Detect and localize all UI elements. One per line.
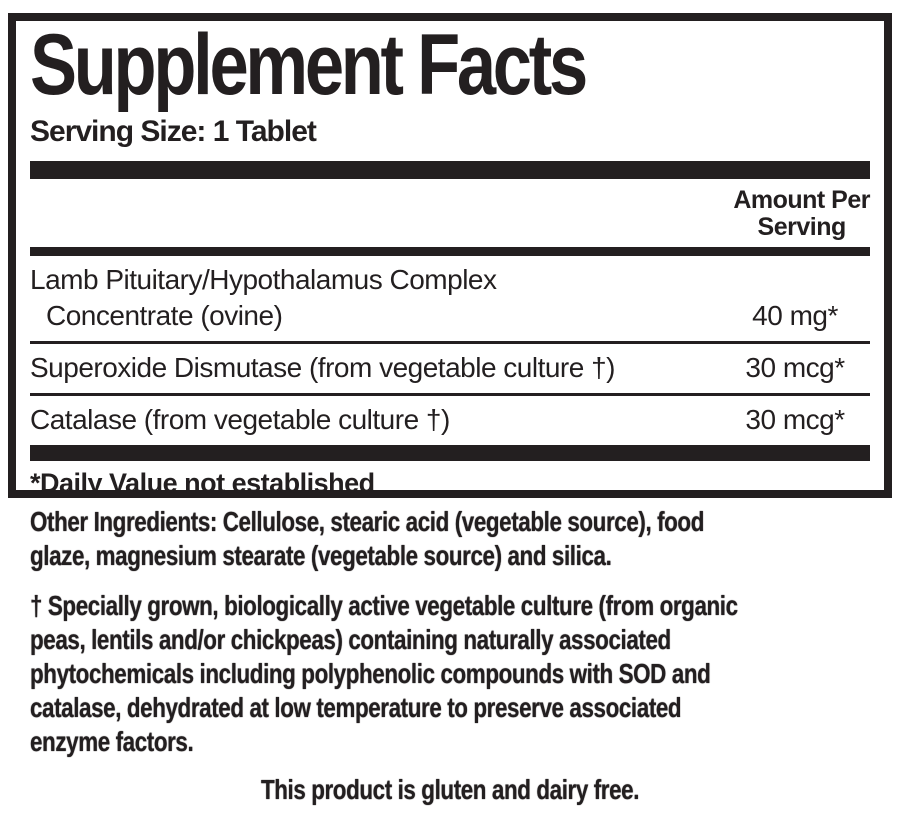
other-ingredients-paragraph: [30, 505, 870, 573]
ingredient-name: [30, 262, 720, 334]
fine-print-section: [30, 505, 870, 807]
other-ingredients-line: Other Ingredients: Cellulose, stearic acid (vegetable source), food: [30, 506, 704, 537]
serving-size: Serving Size: 1 Tablet: [30, 114, 316, 148]
dagger-note-line: catalase, dehydrated at low temperature to preserve associated: [30, 692, 682, 723]
amount-header-line1: Amount Per: [733, 185, 870, 214]
ingredient-name-line1: Lamb Pituitary/Hypothalamus Complex: [30, 263, 497, 295]
ingredient-amount: 30 mcg*: [745, 351, 845, 383]
dagger-note-line: † Specially grown, biologically active vegetable culture (from organic: [30, 590, 738, 621]
amount-header-line2: Serving: [757, 212, 846, 241]
dagger-note-paragraph: [30, 589, 870, 759]
ingredient-name-line1: Superoxide Dismutase (from vegetable culture †): [30, 351, 616, 383]
other-ingredients-line: glaze, magnesium stearate (vegetable source) and silica.: [30, 540, 612, 571]
ingredient-name-line1: Catalase (from vegetable culture †): [30, 403, 450, 435]
dagger-note-line: phytochemicals including polyphenolic compounds with SOD and: [30, 658, 711, 689]
dagger-note-line: peas, lentils and/or chickpeas) containing naturally associated: [30, 624, 671, 655]
ingredient-amount: 30 mcg*: [745, 403, 845, 435]
panel-title: Supplement Facts: [30, 17, 585, 113]
ingredient-name: [30, 402, 720, 438]
amount-per-serving-header: [733, 187, 870, 241]
ingredient-row-lamb-pituitary: [30, 256, 870, 344]
divider-thick-top: [30, 161, 870, 179]
amount-header-row: [30, 187, 870, 241]
supplement-facts-panel: [8, 13, 892, 498]
divider-medium: [30, 247, 870, 256]
divider-thick-bottom: [30, 445, 870, 461]
daily-value-note: *Daily Value not established: [30, 467, 375, 498]
dagger-note-line: enzyme factors.: [30, 726, 194, 757]
ingredient-row-superoxide-dismutase: [30, 344, 870, 396]
ingredient-amount: 40 mg*: [752, 299, 838, 331]
allergen-claim: This product is gluten and dairy free.: [260, 774, 640, 805]
ingredient-name-line2: Concentrate (ovine): [46, 299, 283, 331]
ingredient-name: [30, 350, 720, 386]
ingredient-row-catalase: [30, 396, 870, 445]
